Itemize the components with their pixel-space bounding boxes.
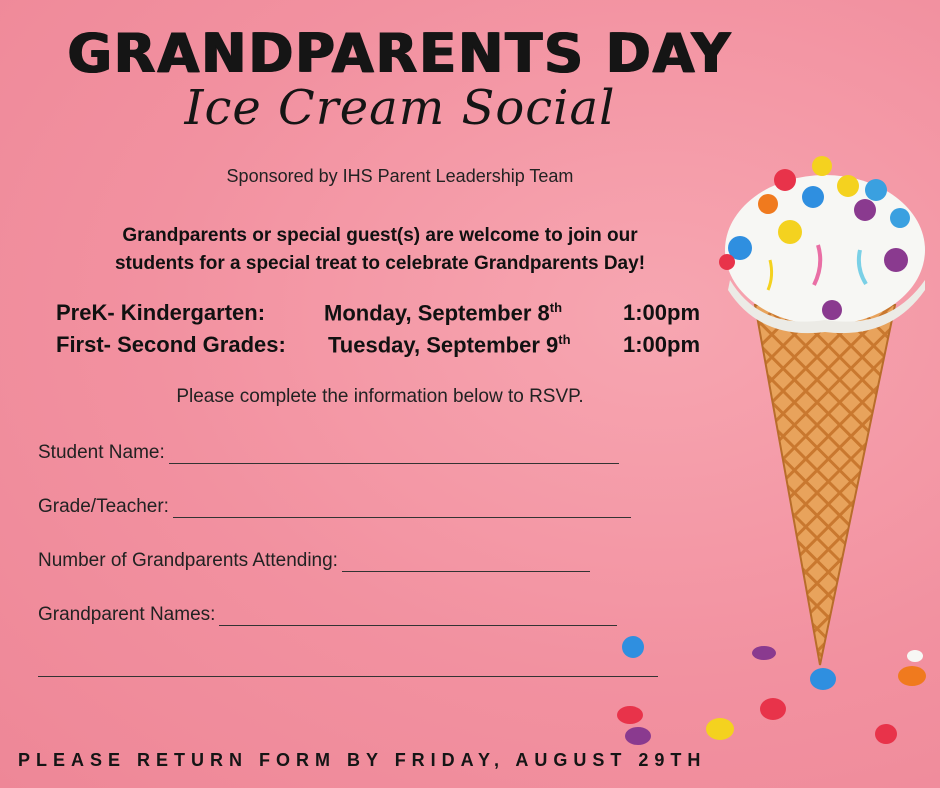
candy-sprinkles [810,668,836,690]
candy-sprinkles [752,646,776,660]
candy-sprinkles [706,718,734,740]
candy-sprinkles [875,724,897,744]
candy-sprinkles [907,650,923,662]
event-subtitle: Ice Cream Social [184,80,616,136]
event-title: GRANDPARENTS DAY [67,22,733,85]
return-deadline: PLEASE RETURN FORM BY FRIDAY, AUGUST 29TH [18,750,707,770]
candy-sprinkles [622,636,644,658]
candy-sprinkles [760,698,786,720]
grandparent-names-label: Grandparent Names: [38,604,216,625]
student-name-label: Student Name: [38,442,165,463]
schedule-time: 1:00pm [623,300,701,325]
number-attending-line[interactable] [342,555,590,572]
rsvp-note: Please complete the information below to RSVP. [176,386,584,407]
student-name-line[interactable] [169,447,619,464]
schedule-day: Tuesday, September 9th [328,332,571,358]
intro-line-1: Grandparents or special guest(s) are welcome to join our [122,225,638,246]
sponsor-text: Sponsored by IHS Parent Leadership Team [226,166,574,186]
grandparent-names-line[interactable] [219,609,617,626]
intro-text [50,222,710,278]
schedule-group: First- Second Grades: [56,332,286,357]
number-attending-label: Number of Grandparents Attending: [38,550,338,571]
schedule-day: Monday, September 8th [324,300,563,326]
candy-sprinkles [625,727,651,745]
grandparent-names-field[interactable] [38,604,617,626]
intro-line-2: students for a special treat to celebrate Grandparents Day! [114,253,646,274]
ice-cream-cone-illustration [670,140,935,670]
candy-sprinkles [898,666,926,686]
grade-teacher-line[interactable] [173,501,631,518]
grandparent-names-extra-line[interactable] [38,676,658,677]
schedule-group: PreK- Kindergarten: [56,300,266,325]
grade-teacher-label: Grade/Teacher: [38,496,169,517]
grade-teacher-field[interactable] [38,496,631,518]
student-name-field[interactable] [38,442,619,464]
schedule-time: 1:00pm [623,332,701,357]
candy-sprinkles [617,706,643,724]
number-attending-field[interactable] [38,550,590,572]
